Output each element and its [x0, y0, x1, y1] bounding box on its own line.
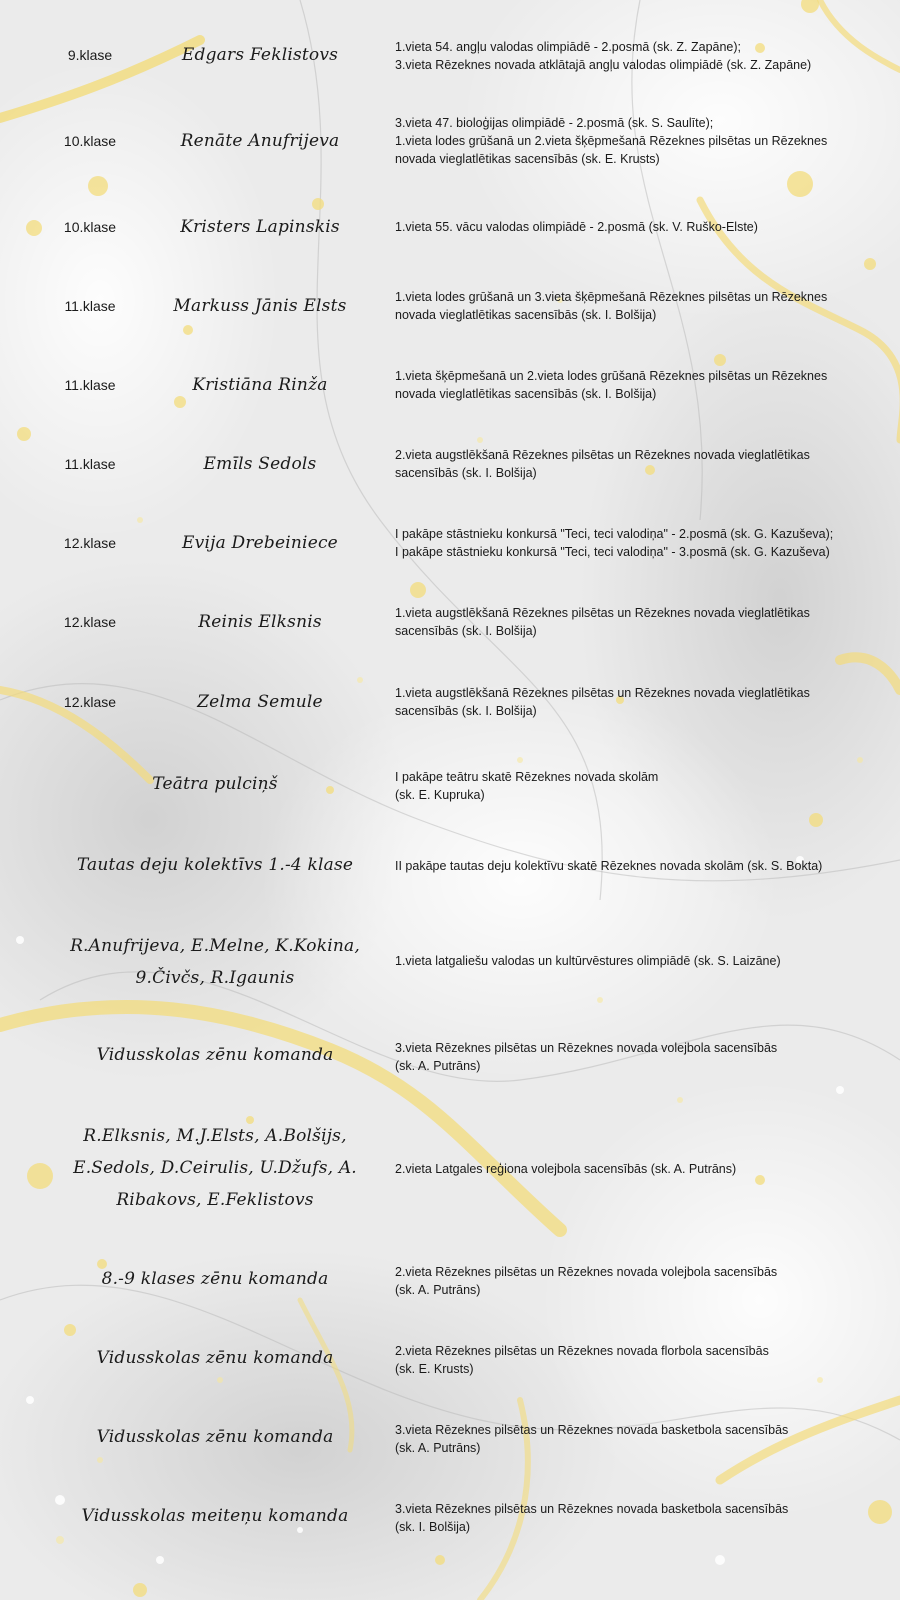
class-label: 10.klase: [63, 219, 117, 235]
group-name: 8.-9 klases zēnu komanda: [101, 1269, 329, 1289]
group-name: R.Anufrijeva, E.Melne, K.Kokina, 9.Čivčs, R.Igaunis: [70, 936, 360, 988]
class-label: 10.klase: [63, 133, 117, 149]
student-name: Reinis Elksnis: [198, 612, 322, 632]
student-name: Emīls Sedols: [203, 454, 317, 474]
class-label: 9.klase: [67, 47, 113, 63]
group-name: R.Elksnis, M.J.Elsts, A.Bolšijs, E.Sedols, D.Ceirulis, U.Džufs, A. Ribakovs, E.Feklistovs: [73, 1126, 357, 1210]
achievement-text: 2.vieta Rēzeknes pilsētas un Rēzeknes novada florbola sacensībās (sk. E. Krusts): [395, 1344, 769, 1376]
achievement-text: I pakāpe teātru skatē Rēzeknes novada skolām (sk. E. Kupruka): [395, 770, 659, 802]
achievement-text: 1.vieta 55. vācu valodas olimpiādē - 2.posmā (sk. V. Ruško-Elste): [395, 220, 758, 234]
achievement-text: 3.vieta 47. bioloģijas olimpiādē - 2.posmā (sk. S. Saulīte); 1.vieta lodes grūšanā un 2.vieta šķēpmešanā Rēzeknes pilsētas un Rēzeknes novada vieglatlētikas sacensībās (sk. E. Krusts): [395, 116, 828, 166]
class-label: 12.klase: [63, 694, 117, 710]
student-name: Edgars Feklistovs: [181, 45, 339, 65]
achievement-text: 3.vieta Rēzeknes pilsētas un Rēzeknes novada basketbola sacensībās (sk. A. Putrāns): [395, 1423, 789, 1455]
achievement-text: 1.vieta lodes grūšanā un 3.vieta šķēpmešanā Rēzeknes pilsētas un Rēzeknes novada vieglatlētikas sacensībās (sk. I. Bolšija): [395, 290, 828, 322]
group-name: Tautas deju kolektīvs 1.-4 klase: [76, 855, 354, 875]
achievement-text: 3.vieta Rēzeknes pilsētas un Rēzeknes novada volejbola sacensībās (sk. A. Putrāns): [395, 1041, 778, 1073]
group-name: Vidusskolas zēnu komanda: [96, 1427, 334, 1447]
student-name: Kristers Lapinskis: [180, 217, 340, 237]
group-name: Vidusskolas meiteņu komanda: [81, 1506, 349, 1526]
student-name: Evija Drebeiniece: [182, 533, 338, 553]
achievement-text: 1.vieta augstlēkšanā Rēzeknes pilsētas un Rēzeknes novada vieglatlētikas sacensībās (sk. I. Bolšija): [395, 686, 810, 718]
student-name: Zelma Semule: [197, 692, 323, 712]
achievement-text: 2.vieta Latgales reģiona volejbola sacensībās (sk. A. Putrāns): [395, 1162, 737, 1176]
class-label: 12.klase: [63, 535, 117, 551]
achievement-text: 1.vieta latgaliešu valodas un kultūrvēstures olimpiādē (sk. S. Laizāne): [395, 954, 781, 968]
class-label: 11.klase: [64, 456, 116, 472]
student-name: Renāte Anufrijeva: [180, 131, 340, 151]
achievement-text: 3.vieta Rēzeknes pilsētas un Rēzeknes novada basketbola sacensībās (sk. I. Bolšija): [395, 1502, 789, 1534]
student-name: Markuss Jānis Elsts: [173, 296, 347, 316]
achievement-text: I pakāpe stāstnieku konkursā "Teci, teci valodiņa" - 2.posmā (sk. G. Kazuševa); I pakāpe stāstnieku konkursā "Teci, teci valodiņa" - 3.posmā (sk. G. Kazuševa): [395, 527, 834, 559]
class-label: 11.klase: [64, 377, 116, 393]
class-label: 11.klase: [64, 298, 116, 314]
group-name: Vidusskolas zēnu komanda: [96, 1045, 334, 1065]
achievement-text: 2.vieta Rēzeknes pilsētas un Rēzeknes novada volejbola sacensībās (sk. A. Putrāns): [395, 1265, 778, 1297]
achievement-text: 1.vieta 54. angļu valodas olimpiādē - 2.posmā (sk. Z. Zapāne); 3.vieta Rēzeknes novada atklātajā angļu valodas olimpiādē (sk. Z. Zapāne): [395, 40, 812, 72]
group-name: Vidusskolas zēnu komanda: [96, 1348, 334, 1368]
achievement-text: 1.vieta augstlēkšanā Rēzeknes pilsētas un Rēzeknes novada vieglatlētikas sacensībās (sk. I. Bolšija): [395, 606, 810, 638]
achievement-text: 1.vieta šķēpmešanā un 2.vieta lodes grūšanā Rēzeknes pilsētas un Rēzeknes novada vieglatlētikas sacensībās (sk. I. Bolšija): [395, 369, 828, 401]
group-name: Teātra pulciņš: [152, 774, 278, 794]
class-label: 12.klase: [63, 614, 117, 630]
achievement-text: II pakāpe tautas deju kolektīvu skatē Rēzeknes novada skolām (sk. S. Bokta): [395, 859, 823, 873]
achievement-text: 2.vieta augstlēkšanā Rēzeknes pilsētas un Rēzeknes novada vieglatlētikas sacensībās (sk. I. Bolšija): [395, 448, 810, 480]
student-name: Kristiāna Rinža: [192, 375, 328, 395]
